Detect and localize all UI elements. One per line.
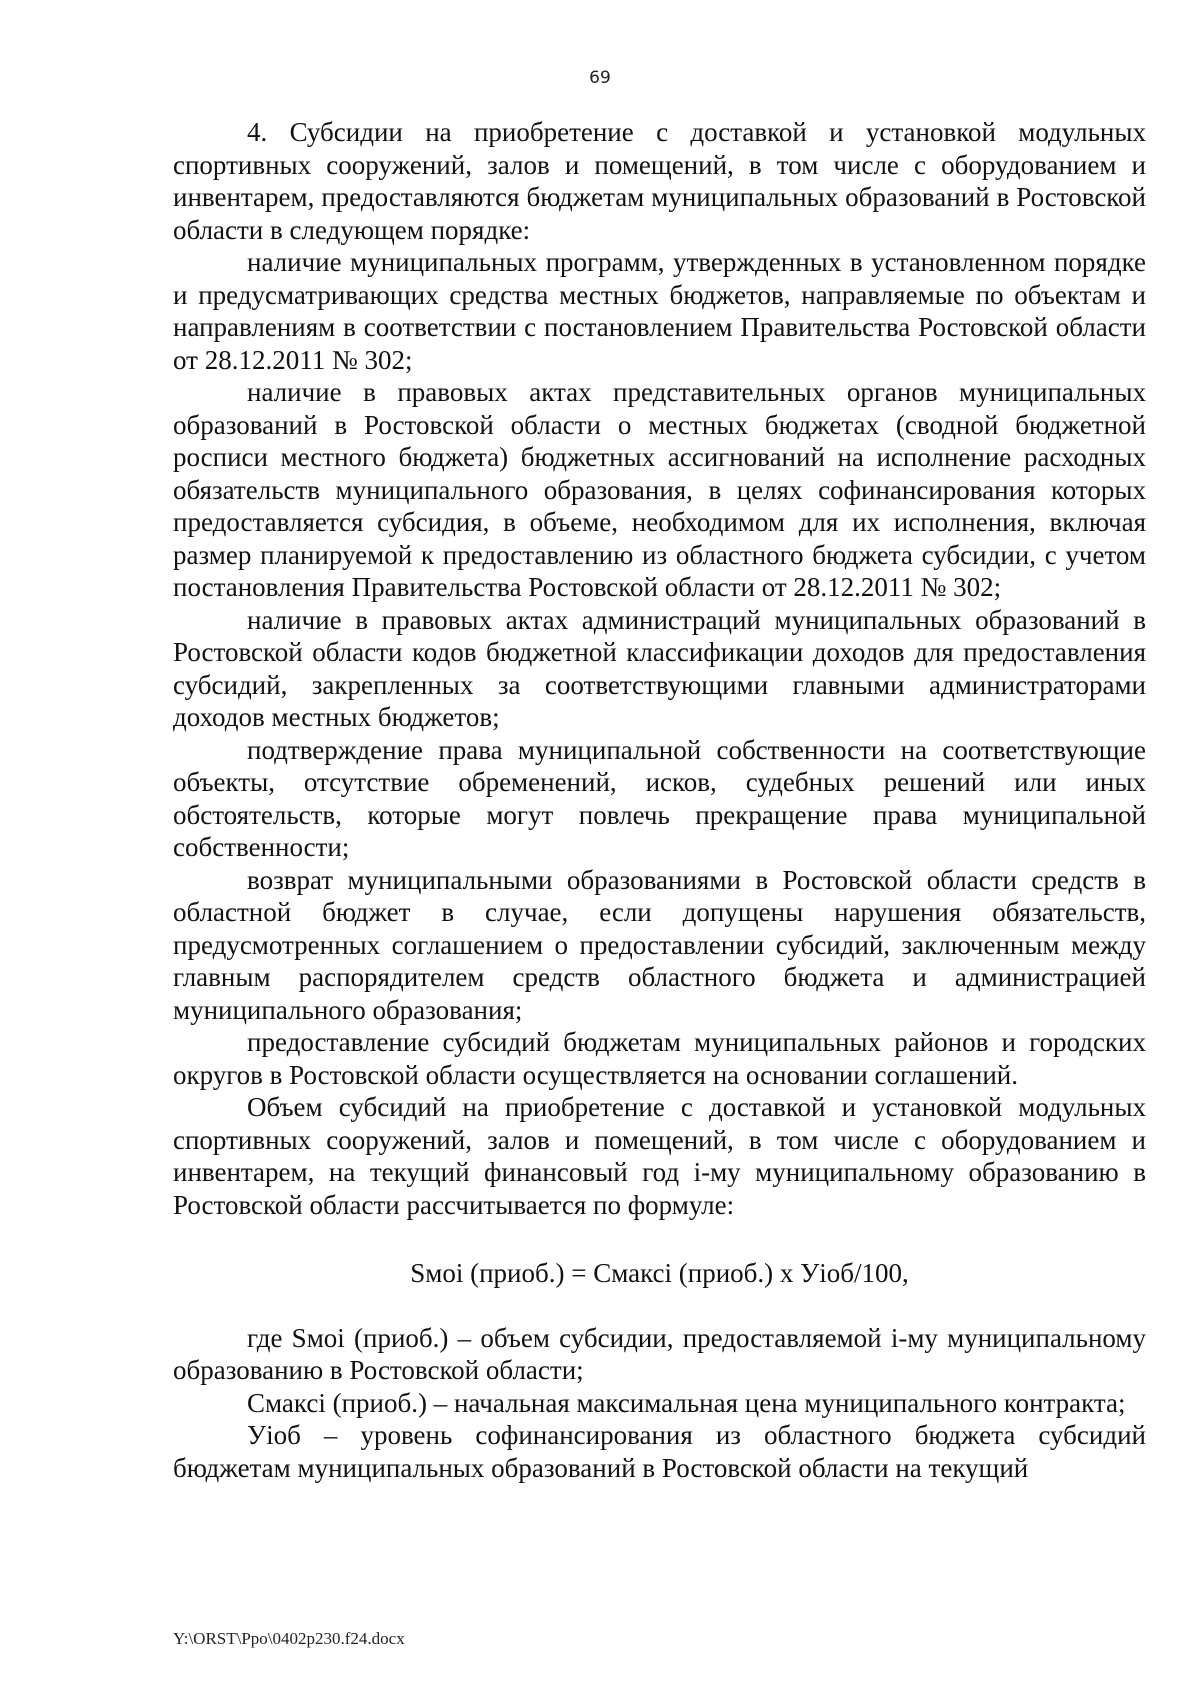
- paragraph-municipal-programs: наличие муниципальных программ, утвержденных в установленном порядке и предусматривающих средства местных бюджетов, направляемые по объектам и направлениям в соответствии с постановлением Правительства Ростовской области от 28.12.2011 № 302;: [173, 247, 1146, 375]
- definition-smaksi: Смаксi (приоб.) – начальная максимальная цена муниципального контракта;: [247, 1387, 1126, 1418]
- paragraph-agreements: предоставление субсидий бюджетам муниципальных районов и городских округов в Ростовской области осуществляется на основании соглашений.: [173, 1027, 1146, 1090]
- paragraph-budget-allocations: наличие в правовых актах представительных органов муниципальных образований в Ростовской области о местных бюджетах (сводной бюджетной росписи местного бюджета) бюджетных ассигнований на исполнение расходных обязательств муниципального образования, в целях софинансирования которых предоставляется субсидия, в объеме, необходимом для их исполнения, включая размер планируемой к предоставлению из областного бюджета субсидии, с учетом постановления Правительства Ростовской области от 28.12.2011 № 302;: [173, 377, 1146, 602]
- document-body: [173, 116, 1146, 1484]
- paragraph-classification-codes: наличие в правовых актах администраций муниципальных образований в Ростовской области кодов бюджетной классификации доходов для предоставления субсидий, закрепленных за соответствующими главными администраторами доходов местных бюджетов;: [173, 604, 1146, 732]
- footer-file-path: Y:\ORST\Ppo\0402p230.f24.docx: [173, 1629, 405, 1648]
- definition-smoi: где Sмоi (приоб.) – объем субсидии, предоставляемой i-му муниципальному образованию в Ростовской области;: [173, 1322, 1146, 1385]
- paragraph-volume-formula-intro: Объем субсидий на приобретение с доставкой и установкой модульных спортивных сооружений, залов и помещений, в том числе с оборудованием и инвентарем, на текущий финансовый год i-му муниципальному образованию в Ростовской области рассчитывается по формуле:: [173, 1092, 1146, 1220]
- formula: Sмоi (приоб.) = Смаксi (приоб.) х Уiоб/100,: [410, 1258, 909, 1288]
- paragraph-subsidy-intro: 4. Субсидии на приобретение с доставкой и установкой модульных спортивных сооружений, залов и помещений, в том числе с оборудованием и инвентарем, предоставляются бюджетам муниципальных образований в Ростовской области в следующем порядке:: [173, 117, 1146, 245]
- definition-uiob: Уiоб – уровень софинансирования из областного бюджета субсидий бюджетам муниципальных образований в Ростовской области на текущий: [173, 1420, 1146, 1483]
- paragraph-funds-return: возврат муниципальными образованиями в Ростовской области средств в областной бюджет в случае, если допущены нарушения обязательств, предусмотренных соглашением о предоставлении субсидий, заключенным между главным распорядителем средств областного бюджета и администрацией муниципального образования;: [173, 864, 1146, 1025]
- page-number: 69: [589, 68, 611, 88]
- paragraph-ownership-confirmation: подтверждение права муниципальной собственности на соответствующие объекты, отсутствие обременений, исков, судебных решений или иных обстоятельств, которые могут повлечь прекращение права муниципальной собственности;: [173, 734, 1146, 862]
